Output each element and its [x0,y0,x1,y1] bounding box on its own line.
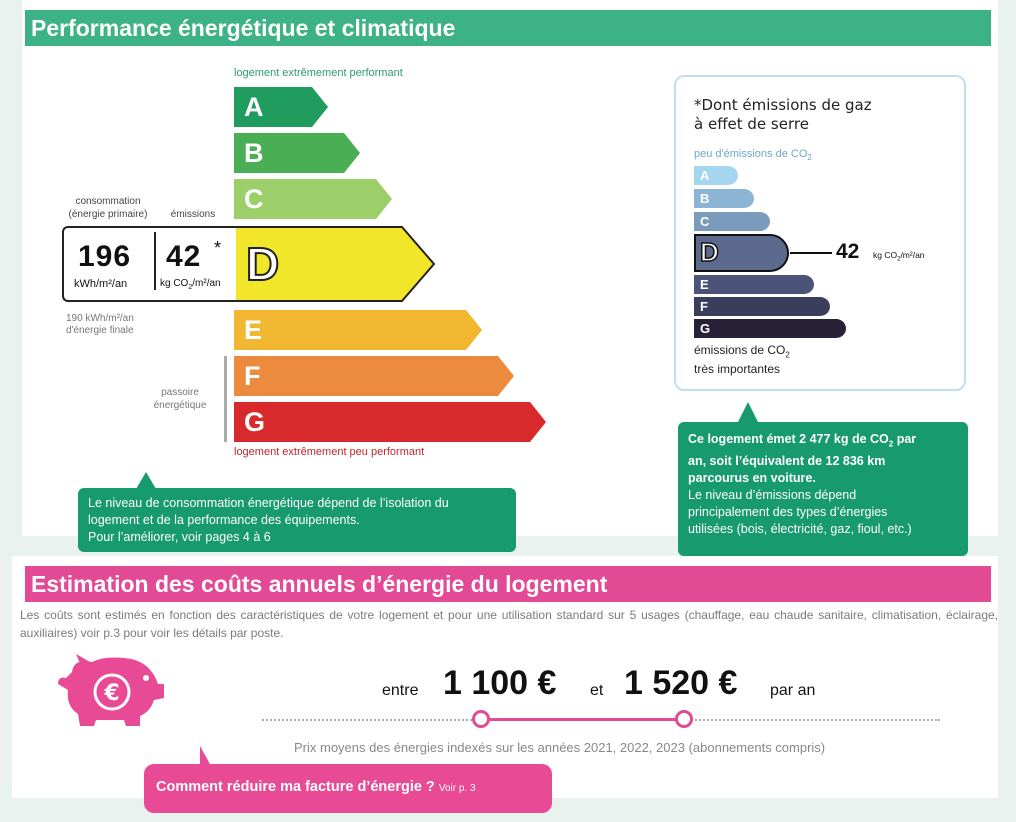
callout-tail [200,746,210,764]
ges-title: *Dont émissions de gaz à effet de serre [694,96,872,133]
callout-question: Comment réduire ma facture d’énergie ? [156,779,435,795]
cost-section-title: Estimation des coûts annuels d’énergie du logement [25,566,991,602]
svg-text:€: € [104,681,120,706]
energy-info-tail [136,472,156,489]
range-dots-left [262,719,480,721]
cost-word-between: entre [382,682,419,699]
passoire-bracket [224,356,227,442]
emissions-star: * [214,238,222,258]
cost-min: 1 100 € [443,664,557,702]
ges-info-bubble: Ce logement émet 2 477 kg de $CO_2$ par an, soit l’équivalent de 12 836 km parcourus en voiture. Le niveau d’émissions dépend principalement des types d’énergies utilisées (bois, électricité, gaz, fioul, etc.) [678,422,968,556]
cost-word-and: et [590,682,604,699]
consumption-label: consommation (énergie primaire) [68,196,148,220]
scale-top-note: logement extrêmement performant [234,67,403,79]
emissions-unit: kg $CO_2/m^2/an$ [160,278,221,291]
cost-description: Les coûts sont estimés en fonction des caractéristiques de votre logement et pour une utilisation standard sur 5 usages (chauffage, eau chaude sanitaire, climatisation, éclairage, auxiliaires) voir p.3 pour voir les détails par poste. [20,608,998,640]
energy-section-title: Performance énergétique et climatique [25,10,991,46]
passoire-label: passoire énergétique [153,387,207,411]
emissions-value: 42 [166,240,202,273]
callout-reference[interactable]: Voir p. 3 [438,783,476,794]
cost-max: 1 520 € [624,664,738,702]
consumption-value: 196 [78,240,132,273]
range-bar [481,718,684,721]
range-min-marker [472,710,490,728]
range-dots-right [688,719,940,721]
price-note: Prix moyens des énergies indexés sur les années 2021, 2022, 2023 (abonnements compris) [294,740,826,755]
ges-info-tail [738,402,758,422]
piggy-bank-icon [54,650,166,730]
consumption-unit: kWh/m²/an [74,278,128,290]
cost-word-per-year: par an [770,682,816,699]
ges-value: 42 [836,240,860,263]
scale-bottom-note: logement extrêmement peu performant [234,446,425,458]
range-max-marker [675,710,693,728]
ges-pointer-line [790,252,832,254]
ges-top-note: peu d'émissions de $CO_2$ [694,148,812,163]
final-energy-note: 190 kWh/m²/an d'énergie finale [66,313,134,336]
ges-bottom-note: émissions de $CO_2$ très importantes [694,343,790,377]
energy-info-bubble: Le niveau de consommation énergétique dépend de l’isolation du logement et de la performance des équipements. Pour l’améliorer, voir pages 4 à 6 [78,488,516,552]
reduce-bill-callout[interactable] [144,764,552,813]
result-divider [154,232,156,290]
emissions-label: émissions [170,209,216,220]
ges-unit: kg $CO_2/m^2/an$ [873,250,925,263]
